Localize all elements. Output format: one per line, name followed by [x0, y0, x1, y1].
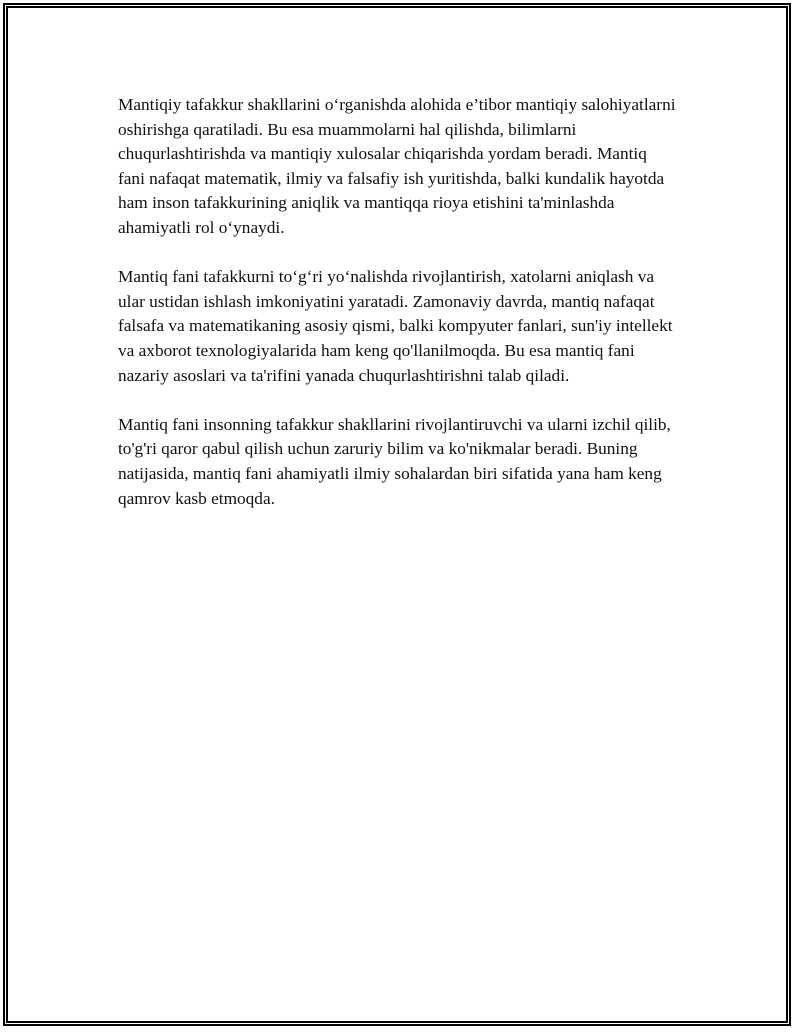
paragraph-1: Mantiqiy tafakkur shakllarini o‘rganishda alohida e’tibor mantiqiy salohiyatlarni oshirishga qaratiladi. Bu esa muammolarni hal qilishda, bilimlarni chuqurlashtirishda va mantiqiy xulosalar chiqarishda yordam beradi. Mantiq fani nafaqat matematik, ilmiy va falsafiy ish yuritishda, balki kundalik hayotda ham inson tafakkurining aniqlik va mantiqqa rioya etishini ta'minlashda ahamiyatli rol o‘ynaydi.	[118, 95, 676, 237]
document-body	[118, 93, 678, 536]
paragraph-2: Mantiq fani tafakkurni to‘g‘ri yo‘nalishda rivojlantirish, xatolarni aniqlash va ular ustidan ishlash imkoniyatini yaratadi. Zamonaviy davrda, mantiq nafaqat falsafa va matematikaning asosiy qismi, balki kompyuter fanlari, sun'iy intellekt va axborot texnologiyalarida ham keng qo'llanilmoqda. Bu esa mantiq fani nazariy asoslari va ta'rifini yanada chuqurlashtirishni talab qiladi.	[118, 267, 673, 385]
paragraph-3: Mantiq fani insonning tafakkur shakllarini rivojlantiruvchi va ularni izchil qilib, to'g'ri qaror qabul qilish uchun zaruriy bilim va ko'nikmalar beradi. Buning natijasida, mantiq fani ahamiyatli ilmiy sohalardan biri sifatida yana ham keng qamrov kasb etmoqda.	[118, 414, 671, 508]
